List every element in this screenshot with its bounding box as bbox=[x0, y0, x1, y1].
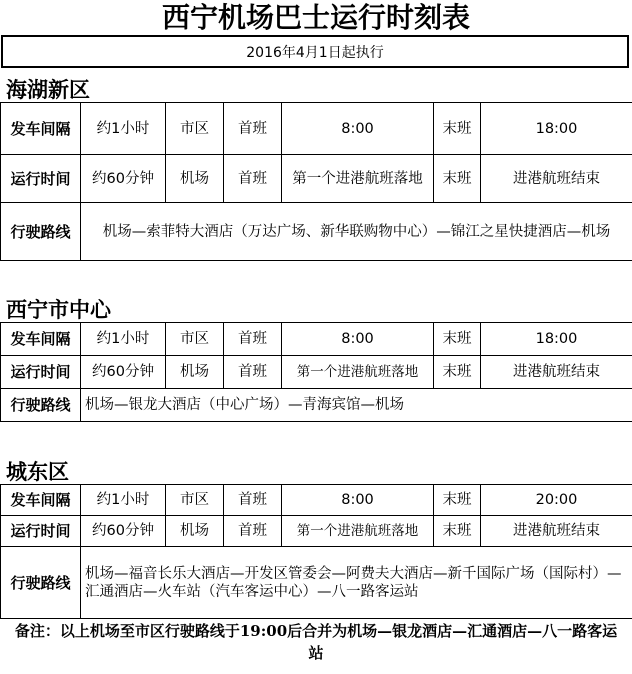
route-value: 机场—索菲特大酒店（万达广场、新华联购物中心）—锦江之星快捷酒店—机场 bbox=[81, 203, 632, 261]
city-last-time: 18:00 bbox=[481, 323, 632, 356]
city-first-time: 8:00 bbox=[282, 485, 434, 516]
last-label: 末班 bbox=[434, 323, 481, 356]
last-label: 末班 bbox=[434, 516, 481, 547]
city-last-time: 18:00 bbox=[481, 103, 632, 155]
city-last-time: 20:00 bbox=[481, 485, 632, 516]
city-first-time: 8:00 bbox=[282, 103, 434, 155]
airport-label: 机场 bbox=[166, 516, 224, 547]
last-label: 末班 bbox=[434, 485, 481, 516]
section-title-chengdong: 城东区 bbox=[6, 459, 69, 484]
route-label: 行驶路线 bbox=[1, 547, 81, 619]
first-label: 首班 bbox=[224, 103, 282, 155]
section-title-xining-center: 西宁市中心 bbox=[6, 297, 111, 322]
last-label: 末班 bbox=[434, 356, 481, 389]
airport-label: 机场 bbox=[166, 155, 224, 203]
runtime-value: 约60分钟 bbox=[81, 155, 166, 203]
runtime-value: 约60分钟 bbox=[81, 356, 166, 389]
interval-label: 发车间隔 bbox=[1, 323, 81, 356]
runtime-value: 约60分钟 bbox=[81, 516, 166, 547]
runtime-label: 运行时间 bbox=[1, 356, 81, 389]
interval-value: 约1小时 bbox=[81, 323, 166, 356]
route-value: 机场—银龙大酒店（中心广场）—青海宾馆—机场 bbox=[81, 389, 632, 422]
first-label: 首班 bbox=[224, 485, 282, 516]
airport-first: 第一个进港航班落地 bbox=[282, 356, 434, 389]
last-label: 末班 bbox=[434, 155, 481, 203]
runtime-label: 运行时间 bbox=[1, 155, 81, 203]
first-label: 首班 bbox=[224, 323, 282, 356]
airport-first: 第一个进港航班落地 bbox=[282, 155, 434, 203]
route-value: 机场—福音长乐大酒店—开发区管委会—阿费夫大酒店—新千国际广场（国际村）—汇通酒店—火车站（汽车客运中心）—八一路客运站 bbox=[81, 547, 632, 619]
runtime-label: 运行时间 bbox=[1, 516, 81, 547]
last-label: 末班 bbox=[434, 103, 481, 155]
airport-last: 进港航班结束 bbox=[481, 516, 632, 547]
city-label: 市区 bbox=[166, 103, 224, 155]
airport-last: 进港航班结束 bbox=[481, 356, 632, 389]
first-label: 首班 bbox=[224, 356, 282, 389]
interval-label: 发车间隔 bbox=[1, 103, 81, 155]
interval-label: 发车间隔 bbox=[1, 485, 81, 516]
first-label: 首班 bbox=[224, 155, 282, 203]
section-table-haihu bbox=[0, 102, 632, 261]
page-title: 西宁机场巴士运行时刻表 bbox=[161, 1, 470, 34]
interval-value: 约1小时 bbox=[81, 485, 166, 516]
city-label: 市区 bbox=[166, 485, 224, 516]
airport-label: 机场 bbox=[166, 356, 224, 389]
section-title-haihu: 海湖新区 bbox=[6, 77, 90, 102]
route-label: 行驶路线 bbox=[1, 203, 81, 261]
interval-value: 约1小时 bbox=[81, 103, 166, 155]
city-first-time: 8:00 bbox=[282, 323, 434, 356]
effective-date: 2016年4月1日起执行 bbox=[1, 35, 629, 68]
section-table-xining-center bbox=[0, 322, 632, 422]
airport-last: 进港航班结束 bbox=[481, 155, 632, 203]
section-table-chengdong bbox=[0, 484, 632, 619]
route-label: 行驶路线 bbox=[1, 389, 81, 422]
airport-first: 第一个进港航班落地 bbox=[282, 516, 434, 547]
first-label: 首班 bbox=[224, 516, 282, 547]
footnote: 备注：以上机场至市区行驶路线于19:00后合并为机场—银龙酒店—汇通酒店—八一路客运站 bbox=[14, 622, 618, 662]
city-label: 市区 bbox=[166, 323, 224, 356]
